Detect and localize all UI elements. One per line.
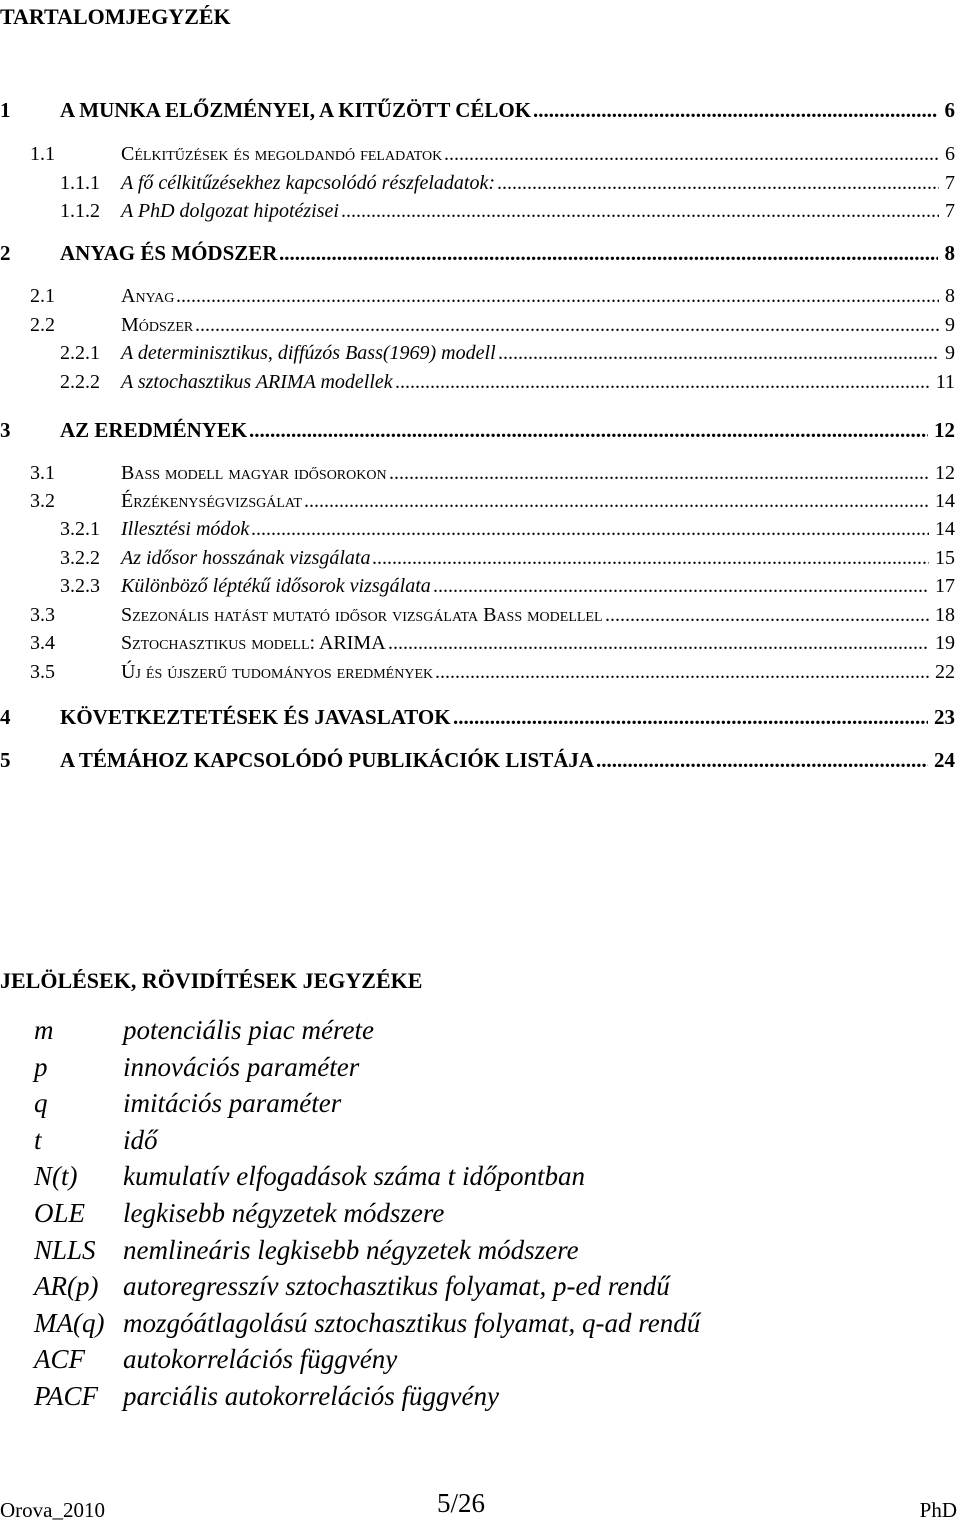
toc-entry-number: 2 (0, 241, 11, 265)
toc-entry-number: 1.1 (30, 143, 55, 165)
toc-dot-leader (444, 143, 939, 166)
toc-entry-title: A PhD dolgozat hipotézisei (121, 200, 339, 222)
toc-entry-page: 8 (945, 285, 955, 307)
toc-entry-title: A determinisztikus, diffúzós Bass(1969) modell (121, 342, 496, 364)
abbreviation-symbol: ACF (34, 1344, 85, 1374)
toc-entry-title: Szezonális hatást mutató idősor vizsgálata Bass modellel (121, 604, 603, 626)
abbreviation-description: autoregresszív sztochasztikus folyamat, p-ed rendű (123, 1271, 670, 1301)
footer-page-number: 5/26 (437, 1488, 486, 1518)
toc-entry-number: 2.1 (30, 285, 55, 307)
toc-entry-page: 14 (935, 490, 955, 512)
toc-entry[interactable] (0, 342, 955, 368)
toc-dot-leader (389, 462, 929, 485)
toc-entry-number: 3 (0, 418, 11, 442)
abbreviation-symbol: p (34, 1052, 48, 1082)
abbreviation-description: autokorrelációs függvény (123, 1344, 398, 1374)
abbreviation-description: kumulatív elfogadások száma t időpontban (123, 1161, 585, 1191)
toc-dot-leader (388, 632, 929, 655)
toc-entry[interactable] (0, 462, 955, 488)
toc-entry-page: 12 (934, 418, 955, 442)
toc-entry[interactable] (0, 661, 955, 687)
toc-entry[interactable] (0, 748, 955, 774)
toc-entry-page: 23 (934, 705, 955, 729)
toc-entry-number: 1.1.2 (60, 200, 100, 222)
toc-entry-number: 2.2.2 (60, 371, 100, 393)
toc-dot-leader (395, 371, 930, 394)
toc-entry[interactable] (0, 490, 955, 516)
toc-dot-leader (533, 98, 938, 123)
toc-entry-page: 12 (935, 462, 955, 484)
toc-entry-title: AZ EREDMÉNYEK (60, 418, 248, 442)
toc-entry[interactable] (0, 98, 955, 124)
toc-entry-number: 3.2.1 (60, 518, 100, 540)
abbreviation-symbol: AR(p) (34, 1271, 99, 1301)
toc-entry[interactable] (0, 314, 955, 340)
toc-dot-leader (605, 604, 929, 627)
abbreviation-symbol: OLE (34, 1198, 86, 1228)
toc-entry-number: 4 (0, 705, 11, 729)
abbreviation-description: innovációs paraméter (123, 1052, 360, 1082)
toc-entry-number: 3.2.3 (60, 575, 100, 597)
toc-heading: TARTALOMJEGYZÉK (0, 4, 231, 29)
toc-entry-page: 9 (945, 314, 955, 336)
toc-entry-title: Módszer (121, 314, 194, 336)
toc-dot-leader (176, 285, 939, 308)
toc-entry-number: 3.3 (30, 604, 55, 626)
toc-dot-leader (453, 705, 928, 730)
toc-entry-title: A sztochasztikus ARIMA modellek (121, 371, 393, 393)
toc-entry-title: Az idősor hosszának vizsgálata (121, 547, 371, 569)
toc-entry-title: Különböző léptékű idősorok vizsgálata (121, 575, 431, 597)
page-footer (0, 1488, 960, 1522)
toc-entry-title: Új és újszerű tudományos eredmények (121, 661, 434, 683)
toc-entry[interactable] (0, 518, 955, 544)
toc-dot-leader (249, 418, 928, 443)
toc-entry-number: 2.2.1 (60, 342, 100, 364)
toc-entry-page: 8 (944, 241, 955, 265)
toc-entry[interactable] (0, 241, 955, 267)
abbreviation-description: potenciális piac mérete (123, 1015, 374, 1045)
toc-dot-leader (596, 748, 928, 773)
toc-entry-title: ANYAG ÉS MÓDSZER (60, 241, 278, 265)
toc-entry-number: 3.4 (30, 632, 55, 654)
toc-entry-page: 14 (935, 518, 955, 540)
toc-entry-page: 6 (944, 98, 955, 122)
abbreviation-symbol: N(t) (34, 1161, 78, 1191)
toc-dot-leader (251, 518, 929, 541)
toc-entry-page: 24 (934, 748, 955, 772)
toc-dot-leader (341, 200, 939, 223)
toc-entry-page: 9 (945, 342, 955, 364)
toc-entry[interactable] (0, 285, 955, 311)
toc-entry-title: Anyag (121, 285, 175, 307)
toc-entry-page: 17 (935, 575, 955, 597)
toc-entry[interactable] (0, 604, 955, 630)
abbreviation-symbol: q (34, 1088, 48, 1118)
toc-entry[interactable] (0, 200, 955, 226)
toc-dot-leader (279, 241, 938, 266)
footer-degree: PhD (919, 1498, 957, 1522)
abbreviation-symbol: PACF (34, 1381, 99, 1411)
abbreviation-symbol: NLLS (34, 1235, 96, 1265)
toc-entry[interactable] (0, 172, 955, 198)
toc-entry-page: 11 (935, 371, 955, 393)
toc-entry-title: A MUNKA ELŐZMÉNYEI, A KITŰZÖTT CÉLOK (60, 98, 532, 122)
abbreviation-description: idő (123, 1125, 158, 1155)
toc-entry-title: Érzékenységvizsgálat (121, 490, 302, 512)
abbreviation-symbol: m (34, 1015, 54, 1045)
toc-entry-number: 3.5 (30, 661, 55, 683)
abbreviation-symbol: MA(q) (34, 1308, 105, 1338)
toc-entry-page: 6 (945, 143, 955, 165)
toc-entry[interactable] (0, 143, 955, 169)
toc-entry-title: KÖVETKEZTETÉSEK ÉS JAVASLATOK (60, 705, 451, 729)
toc-entry-number: 2.2 (30, 314, 55, 336)
toc-entry-page: 18 (935, 604, 955, 626)
toc-dot-leader (372, 547, 929, 570)
toc-entry[interactable] (0, 418, 955, 444)
toc-dot-leader (435, 661, 929, 684)
abbreviation-description: parciális autokorrelációs függvény (123, 1381, 499, 1411)
toc-entry-title: Illesztési módok (121, 518, 250, 540)
toc-entry-title: Sztochasztikus modell: ARIMA (121, 632, 386, 654)
toc-entry-title: A fő célkitűzésekhez kapcsolódó részfeladatok: (121, 172, 495, 194)
footer-author: Orova_2010 (0, 1498, 105, 1522)
toc-entry-page: 7 (945, 172, 955, 194)
toc-entry-number: 3.2 (30, 490, 55, 512)
toc-dot-leader (498, 342, 939, 365)
abbreviations-heading: JELÖLÉSEK, RÖVIDÍTÉSEK JEGYZÉKE (0, 968, 423, 993)
abbreviation-description: imitációs paraméter (123, 1088, 342, 1118)
toc-entry-number: 3.2.2 (60, 547, 100, 569)
toc-dot-leader (304, 490, 929, 513)
toc-entry-number: 5 (0, 748, 11, 772)
toc-dot-leader (497, 172, 939, 195)
toc-entry[interactable] (0, 371, 955, 397)
toc-entry-number: 3.1 (30, 462, 55, 484)
toc-entry-title: A TÉMÁHOZ KAPCSOLÓDÓ PUBLIKÁCIÓK LISTÁJA (60, 748, 595, 772)
toc-dot-leader (433, 575, 929, 598)
toc-entry-page: 22 (935, 661, 955, 683)
toc-entry[interactable] (0, 575, 955, 601)
toc-entry[interactable] (0, 705, 955, 731)
toc-entry-page: 7 (945, 200, 955, 222)
toc-entry-page: 19 (935, 632, 955, 654)
toc-entry[interactable] (0, 547, 955, 573)
toc-entry-number: 1.1.1 (60, 172, 100, 194)
toc-dot-leader (195, 314, 939, 337)
abbreviation-description: mozgóátlagolású sztochasztikus folyamat, q-ad rendű (123, 1308, 701, 1338)
toc-entry-title: Célkitűzések és megoldandó feladatok (121, 143, 443, 165)
abbreviation-symbol: t (34, 1125, 42, 1155)
toc-entry[interactable] (0, 632, 955, 658)
abbreviation-description: nemlineáris legkisebb négyzetek módszere (123, 1235, 579, 1265)
toc-entry-number: 1 (0, 98, 11, 122)
toc-entry-title: Bass modell magyar idősorokon (121, 462, 387, 484)
abbreviation-description: legkisebb négyzetek módszere (123, 1198, 445, 1228)
toc-entry-page: 15 (935, 547, 955, 569)
